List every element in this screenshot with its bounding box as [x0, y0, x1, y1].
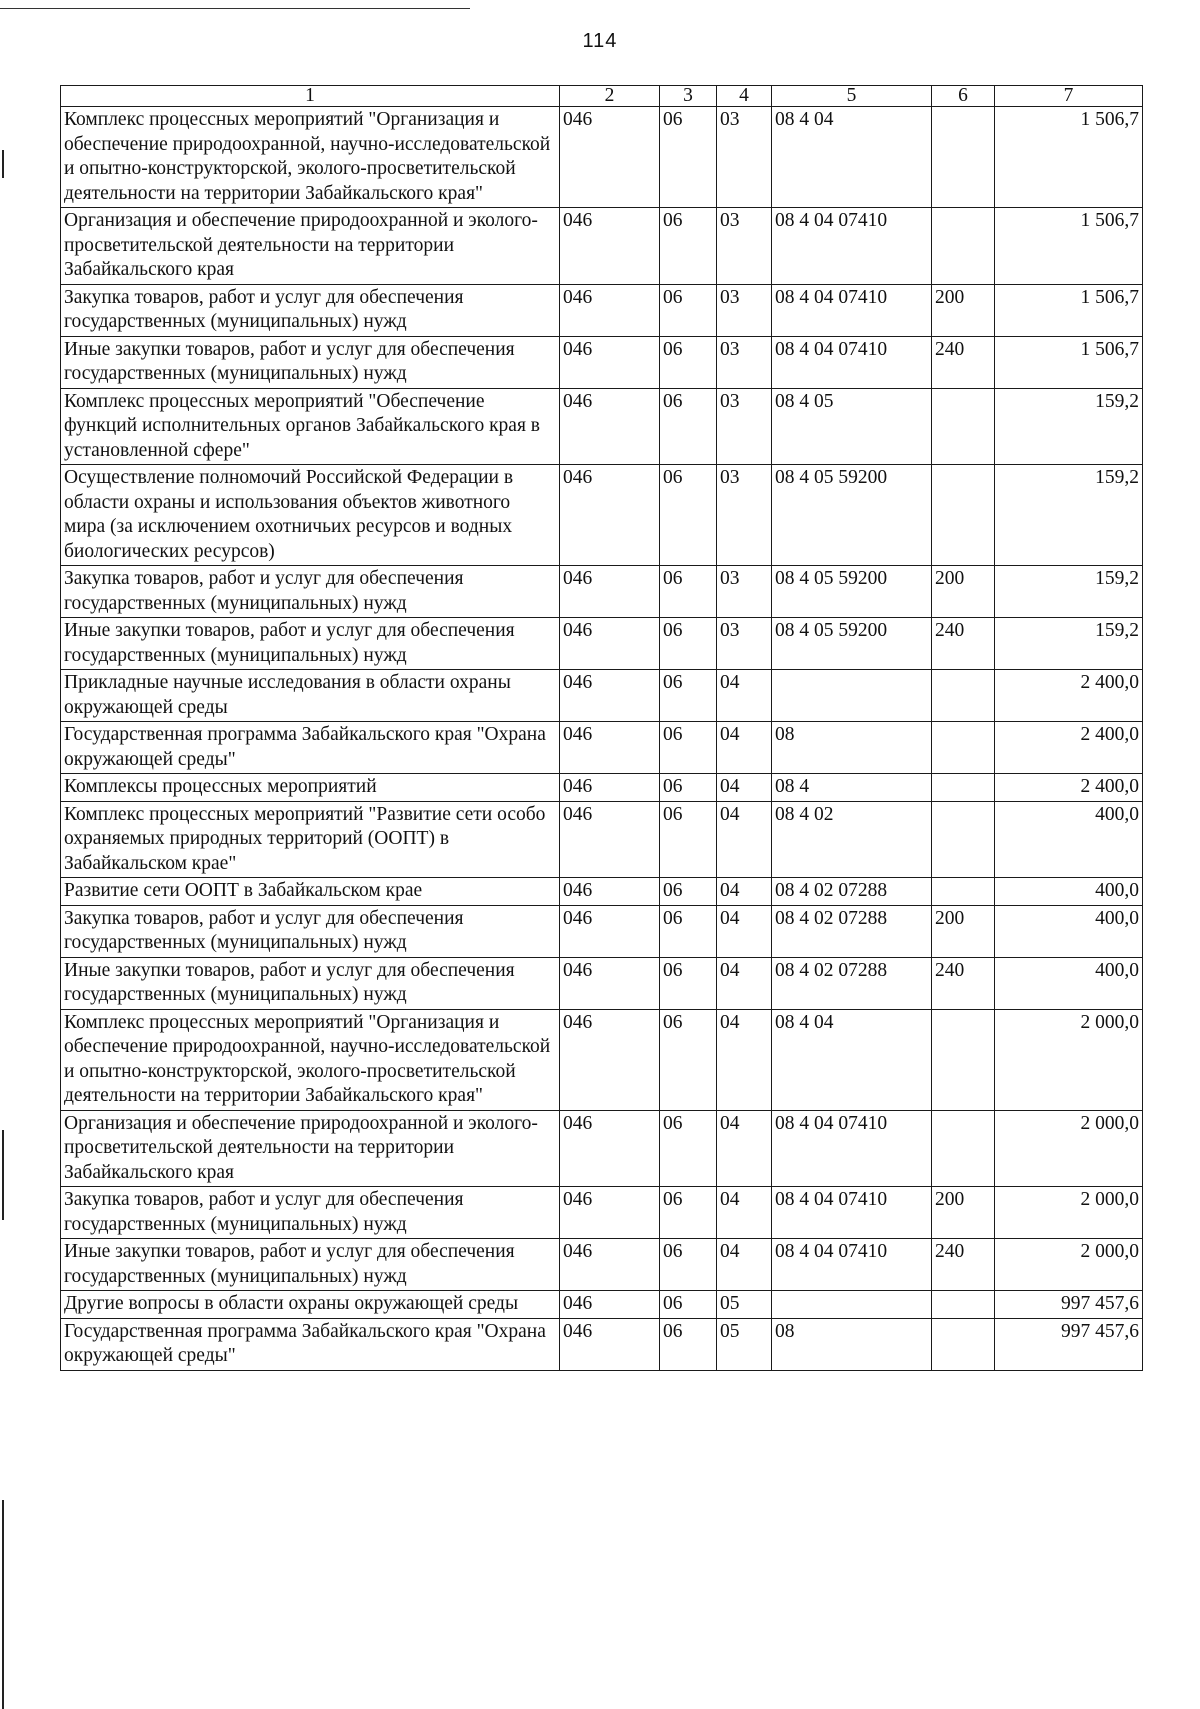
target-article-cell: 08 4 04 07410 — [772, 208, 932, 285]
column-number: 4 — [717, 86, 772, 107]
subsection-code-cell: 04 — [717, 957, 772, 1009]
table-row — [61, 1009, 1143, 1110]
admin-code-cell: 046 — [560, 774, 660, 802]
section-code-cell: 06 — [660, 670, 717, 722]
expense-type-cell: 200 — [932, 1187, 995, 1239]
subsection-code-cell: 05 — [717, 1291, 772, 1319]
target-article-cell: 08 4 05 — [772, 388, 932, 465]
amount-cell: 1 506,7 — [995, 336, 1143, 388]
row-name-cell: Закупка товаров, работ и услуг для обеспечения государственных (муниципальных) нужд — [61, 566, 560, 618]
expense-type-cell — [932, 208, 995, 285]
subsection-code-cell: 04 — [717, 1187, 772, 1239]
target-article-cell: 08 — [772, 1318, 932, 1370]
target-article-cell: 08 4 02 — [772, 801, 932, 878]
column-number: 2 — [560, 86, 660, 107]
row-name-cell: Комплекс процессных мероприятий "Обеспечение функций исполнительных органов Забайкальского края в установленной сфере" — [61, 388, 560, 465]
expense-type-cell — [932, 388, 995, 465]
amount-cell: 2 000,0 — [995, 1239, 1143, 1291]
section-code-cell: 06 — [660, 107, 717, 208]
table-row — [61, 957, 1143, 1009]
top-rule — [0, 8, 470, 9]
admin-code-cell: 046 — [560, 905, 660, 957]
budget-table — [60, 85, 1143, 1371]
section-code-cell: 06 — [660, 1239, 717, 1291]
table-row — [61, 1239, 1143, 1291]
section-code-cell: 06 — [660, 774, 717, 802]
row-name-cell: Организация и обеспечение природоохранной и эколого-просветительской деятельности на территории Забайкальского края — [61, 1110, 560, 1187]
admin-code-cell: 046 — [560, 336, 660, 388]
target-article-cell: 08 4 04 — [772, 107, 932, 208]
subsection-code-cell: 04 — [717, 774, 772, 802]
expense-type-cell — [932, 801, 995, 878]
amount-cell: 997 457,6 — [995, 1318, 1143, 1370]
target-article-cell: 08 4 02 07288 — [772, 905, 932, 957]
subsection-code-cell: 04 — [717, 1239, 772, 1291]
admin-code-cell: 046 — [560, 388, 660, 465]
expense-type-cell — [932, 774, 995, 802]
admin-code-cell: 046 — [560, 1318, 660, 1370]
amount-cell: 400,0 — [995, 905, 1143, 957]
subsection-code-cell: 04 — [717, 801, 772, 878]
section-code-cell: 06 — [660, 618, 717, 670]
subsection-code-cell: 04 — [717, 905, 772, 957]
admin-code-cell: 046 — [560, 957, 660, 1009]
row-name-cell: Закупка товаров, работ и услуг для обеспечения государственных (муниципальных) нужд — [61, 284, 560, 336]
admin-code-cell: 046 — [560, 801, 660, 878]
subsection-code-cell: 03 — [717, 566, 772, 618]
expense-type-cell — [932, 465, 995, 566]
expense-type-cell — [932, 722, 995, 774]
expense-type-cell: 240 — [932, 336, 995, 388]
section-code-cell: 06 — [660, 957, 717, 1009]
table-row — [61, 1318, 1143, 1370]
row-name-cell: Государственная программа Забайкальского края "Охрана окружающей среды" — [61, 1318, 560, 1370]
section-code-cell: 06 — [660, 336, 717, 388]
row-name-cell: Осуществление полномочий Российской Федерации в области охраны и использования объектов животного мира (за исключением охотничьих ресурсов и водных биологических ресурсов) — [61, 465, 560, 566]
column-number: 6 — [932, 86, 995, 107]
table-row — [61, 208, 1143, 285]
subsection-code-cell: 04 — [717, 1009, 772, 1110]
section-code-cell: 06 — [660, 388, 717, 465]
amount-cell: 2 400,0 — [995, 670, 1143, 722]
section-code-cell: 06 — [660, 1187, 717, 1239]
amount-cell: 2 000,0 — [995, 1110, 1143, 1187]
section-code-cell: 06 — [660, 722, 717, 774]
table-row — [61, 388, 1143, 465]
admin-code-cell: 046 — [560, 670, 660, 722]
table-row — [61, 774, 1143, 802]
target-article-cell: 08 4 05 59200 — [772, 465, 932, 566]
row-name-cell: Развитие сети ООПТ в Забайкальском крае — [61, 878, 560, 906]
amount-cell: 400,0 — [995, 957, 1143, 1009]
amount-cell: 159,2 — [995, 388, 1143, 465]
subsection-code-cell: 04 — [717, 670, 772, 722]
section-code-cell: 06 — [660, 566, 717, 618]
subsection-code-cell: 03 — [717, 388, 772, 465]
target-article-cell: 08 4 04 07410 — [772, 336, 932, 388]
admin-code-cell: 046 — [560, 465, 660, 566]
admin-code-cell: 046 — [560, 1009, 660, 1110]
expense-type-cell — [932, 670, 995, 722]
expense-type-cell: 240 — [932, 1239, 995, 1291]
target-article-cell: 08 — [772, 722, 932, 774]
target-article-cell: 08 4 04 — [772, 1009, 932, 1110]
expense-type-cell — [932, 1009, 995, 1110]
row-name-cell: Иные закупки товаров, работ и услуг для обеспечения государственных (муниципальных) нужд — [61, 618, 560, 670]
subsection-code-cell: 04 — [717, 878, 772, 906]
column-number-row — [61, 86, 1143, 107]
expense-type-cell — [932, 1291, 995, 1319]
table-row — [61, 801, 1143, 878]
amount-cell: 1 506,7 — [995, 284, 1143, 336]
subsection-code-cell: 03 — [717, 284, 772, 336]
section-code-cell: 06 — [660, 905, 717, 957]
table-row — [61, 107, 1143, 208]
amount-cell: 2 400,0 — [995, 722, 1143, 774]
amount-cell: 159,2 — [995, 465, 1143, 566]
amount-cell: 2 400,0 — [995, 774, 1143, 802]
subsection-code-cell: 04 — [717, 722, 772, 774]
scan-edge-mark — [2, 150, 4, 178]
expense-type-cell — [932, 107, 995, 208]
admin-code-cell: 046 — [560, 878, 660, 906]
target-article-cell — [772, 670, 932, 722]
table-row — [61, 1187, 1143, 1239]
section-code-cell: 06 — [660, 465, 717, 566]
expense-type-cell — [932, 878, 995, 906]
subsection-code-cell: 03 — [717, 107, 772, 208]
row-name-cell: Комплекс процессных мероприятий "Развитие сети особо охраняемых природных территорий (ООПТ) в Забайкальском крае" — [61, 801, 560, 878]
section-code-cell: 06 — [660, 878, 717, 906]
row-name-cell: Иные закупки товаров, работ и услуг для обеспечения государственных (муниципальных) нужд — [61, 336, 560, 388]
expense-type-cell — [932, 1110, 995, 1187]
target-article-cell: 08 4 04 07410 — [772, 1239, 932, 1291]
table-row — [61, 336, 1143, 388]
table-row — [61, 465, 1143, 566]
subsection-code-cell: 03 — [717, 618, 772, 670]
table-row — [61, 670, 1143, 722]
target-article-cell: 08 4 05 59200 — [772, 618, 932, 670]
amount-cell: 1 506,7 — [995, 208, 1143, 285]
admin-code-cell: 046 — [560, 107, 660, 208]
target-article-cell: 08 4 04 07410 — [772, 1110, 932, 1187]
table-row — [61, 905, 1143, 957]
target-article-cell: 08 4 05 59200 — [772, 566, 932, 618]
expense-type-cell: 200 — [932, 284, 995, 336]
row-name-cell: Комплекс процессных мероприятий "Организация и обеспечение природоохранной, научно-исследовательской и опытно-конструкторской, эколого-просветительской деятельности на территории Забайкальского края" — [61, 1009, 560, 1110]
section-code-cell: 06 — [660, 1291, 717, 1319]
row-name-cell: Организация и обеспечение природоохранной и эколого-просветительской деятельности на территории Забайкальского края — [61, 208, 560, 285]
expense-type-cell: 200 — [932, 566, 995, 618]
amount-cell: 159,2 — [995, 566, 1143, 618]
row-name-cell: Иные закупки товаров, работ и услуг для обеспечения государственных (муниципальных) нужд — [61, 957, 560, 1009]
admin-code-cell: 046 — [560, 566, 660, 618]
admin-code-cell: 046 — [560, 722, 660, 774]
row-name-cell: Другие вопросы в области охраны окружающей среды — [61, 1291, 560, 1319]
target-article-cell: 08 4 04 07410 — [772, 1187, 932, 1239]
amount-cell: 997 457,6 — [995, 1291, 1143, 1319]
row-name-cell: Прикладные научные исследования в области охраны окружающей среды — [61, 670, 560, 722]
row-name-cell: Иные закупки товаров, работ и услуг для обеспечения государственных (муниципальных) нужд — [61, 1239, 560, 1291]
row-name-cell: Закупка товаров, работ и услуг для обеспечения государственных (муниципальных) нужд — [61, 1187, 560, 1239]
scan-edge-mark — [2, 1130, 4, 1220]
admin-code-cell: 046 — [560, 618, 660, 670]
table-row — [61, 878, 1143, 906]
expense-type-cell: 240 — [932, 957, 995, 1009]
target-article-cell: 08 4 02 07288 — [772, 878, 932, 906]
row-name-cell: Комплексы процессных мероприятий — [61, 774, 560, 802]
amount-cell: 400,0 — [995, 801, 1143, 878]
expense-type-cell — [932, 1318, 995, 1370]
row-name-cell: Закупка товаров, работ и услуг для обеспечения государственных (муниципальных) нужд — [61, 905, 560, 957]
table-row — [61, 284, 1143, 336]
target-article-cell: 08 4 — [772, 774, 932, 802]
subsection-code-cell: 03 — [717, 208, 772, 285]
column-number: 3 — [660, 86, 717, 107]
column-number: 5 — [772, 86, 932, 107]
table-row — [61, 566, 1143, 618]
target-article-cell — [772, 1291, 932, 1319]
subsection-code-cell: 05 — [717, 1318, 772, 1370]
page-number: 114 — [582, 30, 618, 52]
subsection-code-cell: 03 — [717, 465, 772, 566]
scan-edge-mark — [2, 1500, 4, 1709]
amount-cell: 2 000,0 — [995, 1187, 1143, 1239]
subsection-code-cell: 03 — [717, 336, 772, 388]
admin-code-cell: 046 — [560, 208, 660, 285]
admin-code-cell: 046 — [560, 1291, 660, 1319]
row-name-cell: Комплекс процессных мероприятий "Организация и обеспечение природоохранной, научно-исследовательской и опытно-конструкторской, эколого-просветительской деятельности на территории Забайкальского края" — [61, 107, 560, 208]
column-number: 7 — [995, 86, 1143, 107]
amount-cell: 2 000,0 — [995, 1009, 1143, 1110]
section-code-cell: 06 — [660, 1110, 717, 1187]
table-row — [61, 1110, 1143, 1187]
section-code-cell: 06 — [660, 801, 717, 878]
table-row — [61, 1291, 1143, 1319]
target-article-cell: 08 4 04 07410 — [772, 284, 932, 336]
section-code-cell: 06 — [660, 208, 717, 285]
amount-cell: 400,0 — [995, 878, 1143, 906]
admin-code-cell: 046 — [560, 284, 660, 336]
budget-table-body — [61, 86, 1143, 1371]
target-article-cell: 08 4 02 07288 — [772, 957, 932, 1009]
amount-cell: 1 506,7 — [995, 107, 1143, 208]
row-name-cell: Государственная программа Забайкальского края "Охрана окружающей среды" — [61, 722, 560, 774]
table-row — [61, 722, 1143, 774]
column-number: 1 — [61, 86, 560, 107]
amount-cell: 159,2 — [995, 618, 1143, 670]
section-code-cell: 06 — [660, 284, 717, 336]
table-row — [61, 618, 1143, 670]
admin-code-cell: 046 — [560, 1239, 660, 1291]
admin-code-cell: 046 — [560, 1187, 660, 1239]
expense-type-cell: 240 — [932, 618, 995, 670]
expense-type-cell: 200 — [932, 905, 995, 957]
section-code-cell: 06 — [660, 1318, 717, 1370]
subsection-code-cell: 04 — [717, 1110, 772, 1187]
admin-code-cell: 046 — [560, 1110, 660, 1187]
section-code-cell: 06 — [660, 1009, 717, 1110]
